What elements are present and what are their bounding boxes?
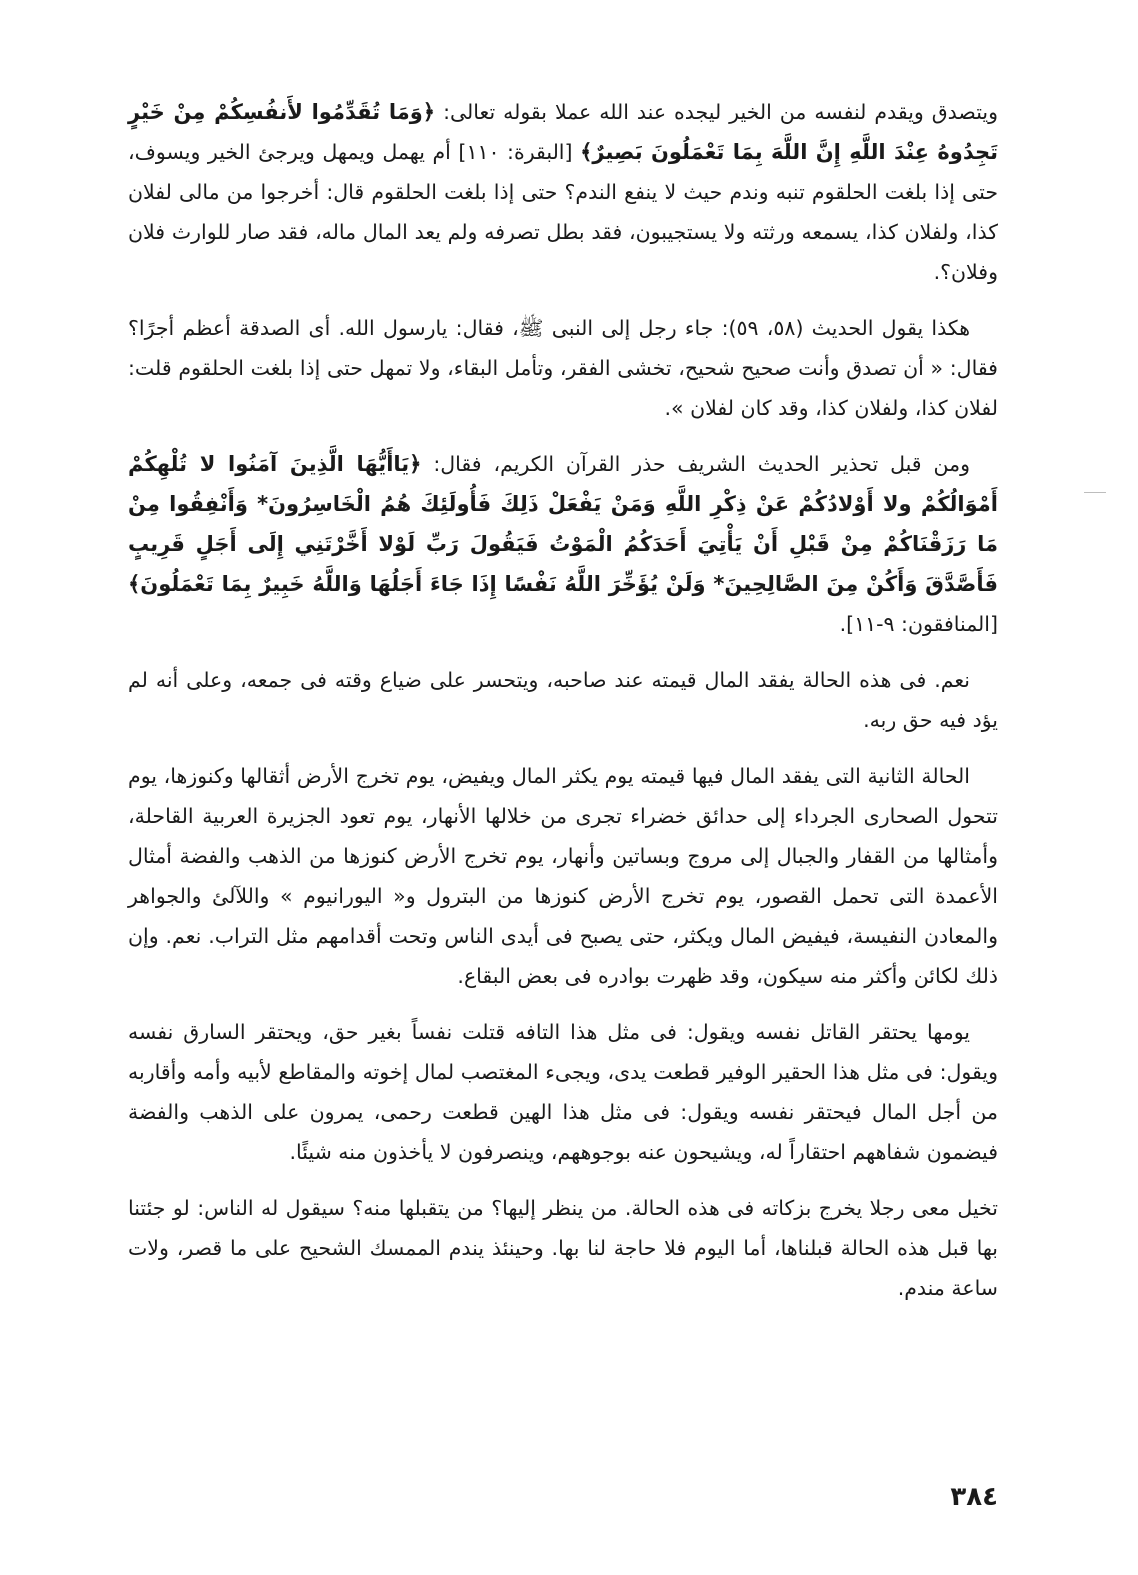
paragraph-6 [128, 1012, 998, 1172]
text-span: ويتصدق ويقدم لنفسه من الخير ليجده عند الله عملا بقوله تعالى: [435, 100, 998, 124]
paragraph-7 [128, 1188, 998, 1308]
quran-verse: ﴿وَمَا تُقَدِّمُوا لأَنفُسِكُمْ مِنْ خَيْرٍ تَجِدُوهُ عِنْدَ اللَّهِ إِنَّ اللَّهَ بِمَا تَعْمَلُونَ بَصِيرٌ﴾ [128, 100, 998, 164]
quran-verse: ﴿يَاأَيُّهَا الَّذِينَ آمَنُوا لا تُلْهِكُمْ أَمْوَالُكُمْ ولا أَوْلادُكُمْ عَنْ ذِكْرِ اللَّهِ وَمَنْ يَفْعَلْ ذَلِكَ فَأُولَئِكَ هُمُ الْخَاسِرُونَ* وَأَنْفِقُوا مِنْ مَا رَزَقْنَاكُمْ مِنْ قَبْلِ أَنْ يَأْتِيَ أَحَدَكُمُ الْمَوْتُ فَيَقُولَ رَبِّ لَوْلا أَخَّرْتَنِي إِلَى أَجَلٍ قَرِيبٍ فَأَصَّدَّقَ وَأَكُنْ مِنَ الصَّالِحِينَ* وَلَنْ يُؤَخِّرَ اللَّهُ نَفْسًا إِذَا جَاءَ أَجَلُهَا وَاللَّهُ خَبِيرٌ بِمَا تَعْمَلُونَ﴾ [128, 452, 998, 596]
text-span: نعم. فى هذه الحالة يفقد المال قيمته عند صاحبه، ويتحسر على ضياع وقته فى جمعه، وعلى أنه لم يؤد فيه حق ربه. [128, 668, 998, 732]
text-span: يومها يحتقر القاتل نفسه ويقول: فى مثل هذا التافه قتلت نفساً بغير حق، ويحتقر السارق نفسه ويقول: فى مثل هذا الحقير الوفير قطعت يدى، ويجىء المغتصب لمال إخوته والمقاطع لأبيه وأمه وأقاربه من أجل المال فيحتقر نفسه ويقول: فى مثل هذا الهين قطعت رحمى، يمرون على الذهب والفضة فيضمون شفاههم احتقاراً له، ويشيحون عنه بوجوههم، وينصرفون لا يأخذون منه شيئًا. [128, 1020, 998, 1164]
text-span: هكذا يقول الحديث (٥٨، ٥٩): جاء رجل إلى النبى ﷺ، فقال: يارسول الله. أى الصدقة أعظم أجرًا؟ فقال: « أن تصدق وأنت صحيح شحيح، تخشى الفقر، وتأمل البقاء، ولا تمهل حتى إذا بلغت الحلقوم قلت: لفلان كذا، ولفلان كذا، وقد كان لفلان ». [128, 316, 998, 420]
page-body [128, 92, 998, 1324]
paragraph-4 [128, 660, 998, 740]
text-span: ومن قبل تحذير الحديث الشريف حذر القرآن الكريم، فقال: [421, 452, 970, 476]
text-span: تخيل معى رجلا يخرج بزكاته فى هذه الحالة. من ينظر إليها؟ من يتقبلها منه؟ سيقول له الناس: لو جئتنا بها قبل هذه الحالة قبلناها، أما اليوم فلا حاجة لنا بها. وحينئذ يندم الممسك الشحيح على ما قصر، ولات ساعة مندم. [128, 1196, 998, 1300]
margin-mark [1084, 492, 1106, 493]
paragraph-5 [128, 756, 998, 996]
text-span: [البقرة: ١١٠] أم يهمل ويمهل ويرجئ الخير ويسوف، حتى إذا بلغت الحلقوم تنبه وندم حيث لا ينفع الندم؟ حتى إذا بلغت الحلقوم قال: أخرجوا من مالى لفلان كذا، ولفلان كذا، يسمعه ورثته ولا يستجيبون، فقد بطل تصرفه ولم يعد المال ماله، فقد صار للوارث فلان وفلان؟. [128, 140, 998, 284]
text-span: الحالة الثانية التى يفقد المال فيها قيمته يوم يكثر المال ويفيض، يوم تخرج الأرض أثقالها وكنوزها، يوم تتحول الصحارى الجرداء إلى حدائق خضراء تجرى من خلالها الأنهار، يوم تعود الجزيرة العربية القاحلة، وأمثالها من القفار والجبال إلى مروج وبساتين وأنهار، يوم تخرج الأرض كنوزها من الذهب والفضة أمثال الأعمدة التى تحمل القصور، يوم تخرج الأرض كنوزها من البترول و« اليورانيوم » واللآلئ والجواهر والمعادن النفيسة، فيفيض المال ويكثر، حتى يصبح فى أيدى الناس وتحت أقدامهم مثل التراب. نعم. وإن ذلك لكائن وأكثر منه سيكون، وقد ظهرت بوادره فى بعض البقاع. [128, 764, 998, 988]
paragraph-3 [128, 444, 998, 644]
text-span: [المنافقون: ٩-١١]. [839, 612, 998, 636]
page-number: ٣٨٤ [950, 1482, 998, 1512]
paragraph-1 [128, 92, 998, 292]
paragraph-2 [128, 308, 998, 428]
